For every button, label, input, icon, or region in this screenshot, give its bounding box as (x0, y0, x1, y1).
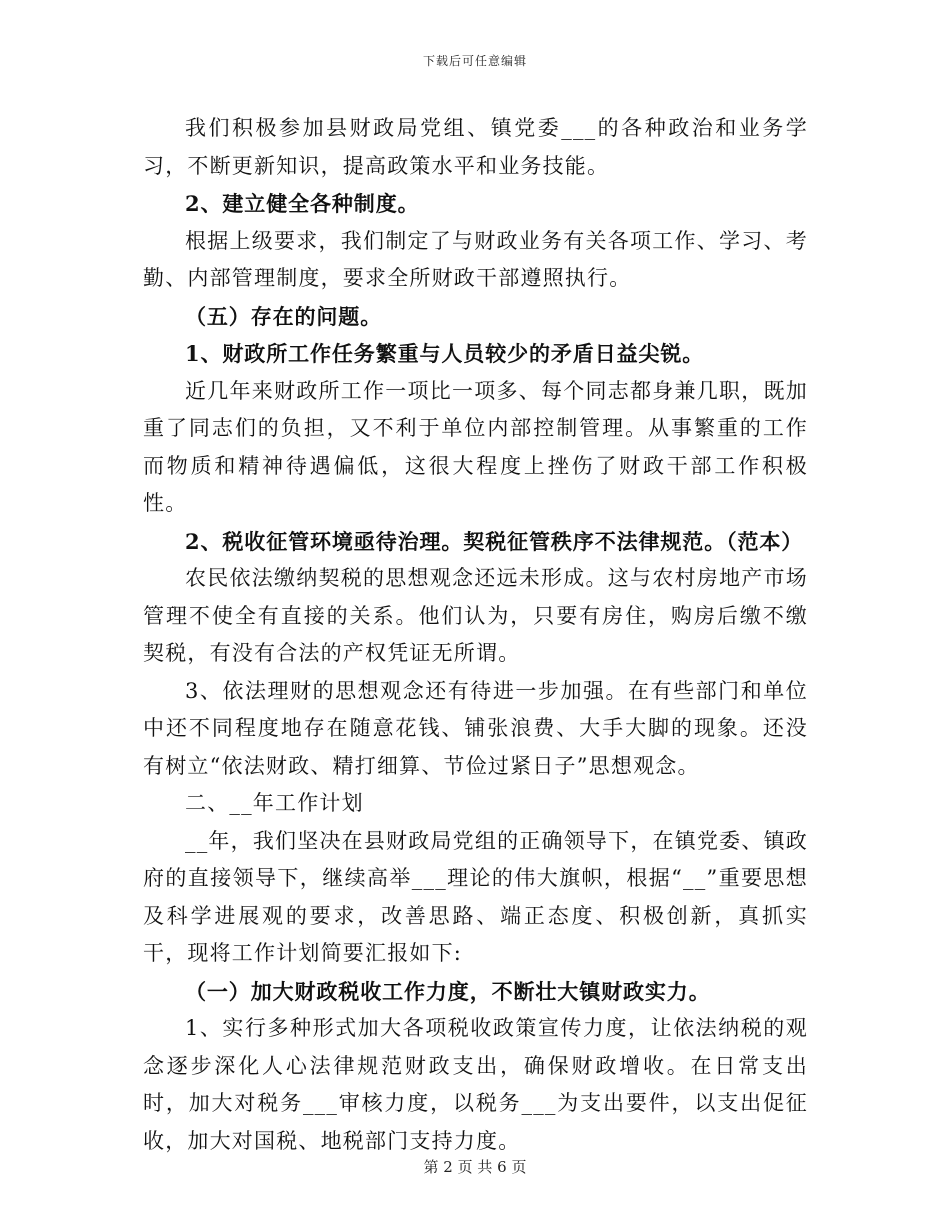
paragraph-plan-1: 1、实行多种形式加大各项税收政策宣传力度，让依法纳税的观念逐步深化人心法律规范财政支出，确保财政增收。在日常支出时，加大对税务___审核力度，以税务___为支出要件，以支出促征收，加大对国税、地税部门支持力度。 (143, 1016, 808, 1153)
heading-problem-2: 2、税收征管环境亟待治理。契税征管秩序不法律规范。（范本） (185, 528, 804, 554)
heading-problem-1: 1、财政所工作任务繁重与人员较少的矛盾日益尖锐。 (185, 341, 705, 366)
paragraph-systems: 根据上级要求，我们制定了与财政业务有关各项工作、学习、考勤、内部管理制度，要求全所财政干部遵照执行。 (143, 228, 808, 290)
heading-plan-1: （一）加大财政税收工作力度，不断壮大镇财政实力。 (185, 978, 711, 1004)
heading-work-plan: 二、__年工作计划 (185, 791, 364, 815)
paragraph-problem-3: 3、依法理财的思想观念还有待进一步加强。在有些部门和单位中还不同程度地存在随意花钱、铺张浪费、大手大脚的现象。还没有树立“依法财政、精打细算、节俭过紧日子”思想观念。 (143, 678, 808, 778)
paragraph-work-plan-intro: __年，我们坚决在县财政局党组的正确领导下，在镇党委、镇政府的直接领导下，继续高举___理论的伟大旗帜，根据“__”重要思想及科学进展观的要求，改善思路、端正态度、积极创新，真抓实干，现将工作计划简要汇报如下: (143, 828, 808, 965)
heading-existing-problems: （五）存在的问题。 (185, 303, 383, 329)
document-body (143, 110, 808, 1160)
paragraph-study: 我们积极参加县财政局党组、镇党委___的各种政治和业务学习，不断更新知识，提高政策水平和业务技能。 (143, 116, 808, 178)
page-header-note: 下载后可任意编辑 (422, 54, 527, 68)
heading-build-systems: 2、建立健全各种制度。 (185, 191, 420, 216)
paragraph-problem-2: 农民依法缴纳契税的思想观念还远未形成。这与农村房地产市场管理不使全有直接的关系。他们认为，只要有房住，购房后缴不缴契税，有没有合法的产权凭证无所谓。 (143, 566, 808, 665)
page-number: 第 2 页 共 6 页 (423, 1158, 527, 1176)
paragraph-problem-1: 近几年来财政所工作一项比一项多、每个同志都身兼几职，既加重了同志们的负担，又不利于单位内部控制管理。从事繁重的工作而物质和精神待遇偏低，这很大程度上挫伤了财政干部工作积极性。 (143, 378, 808, 515)
